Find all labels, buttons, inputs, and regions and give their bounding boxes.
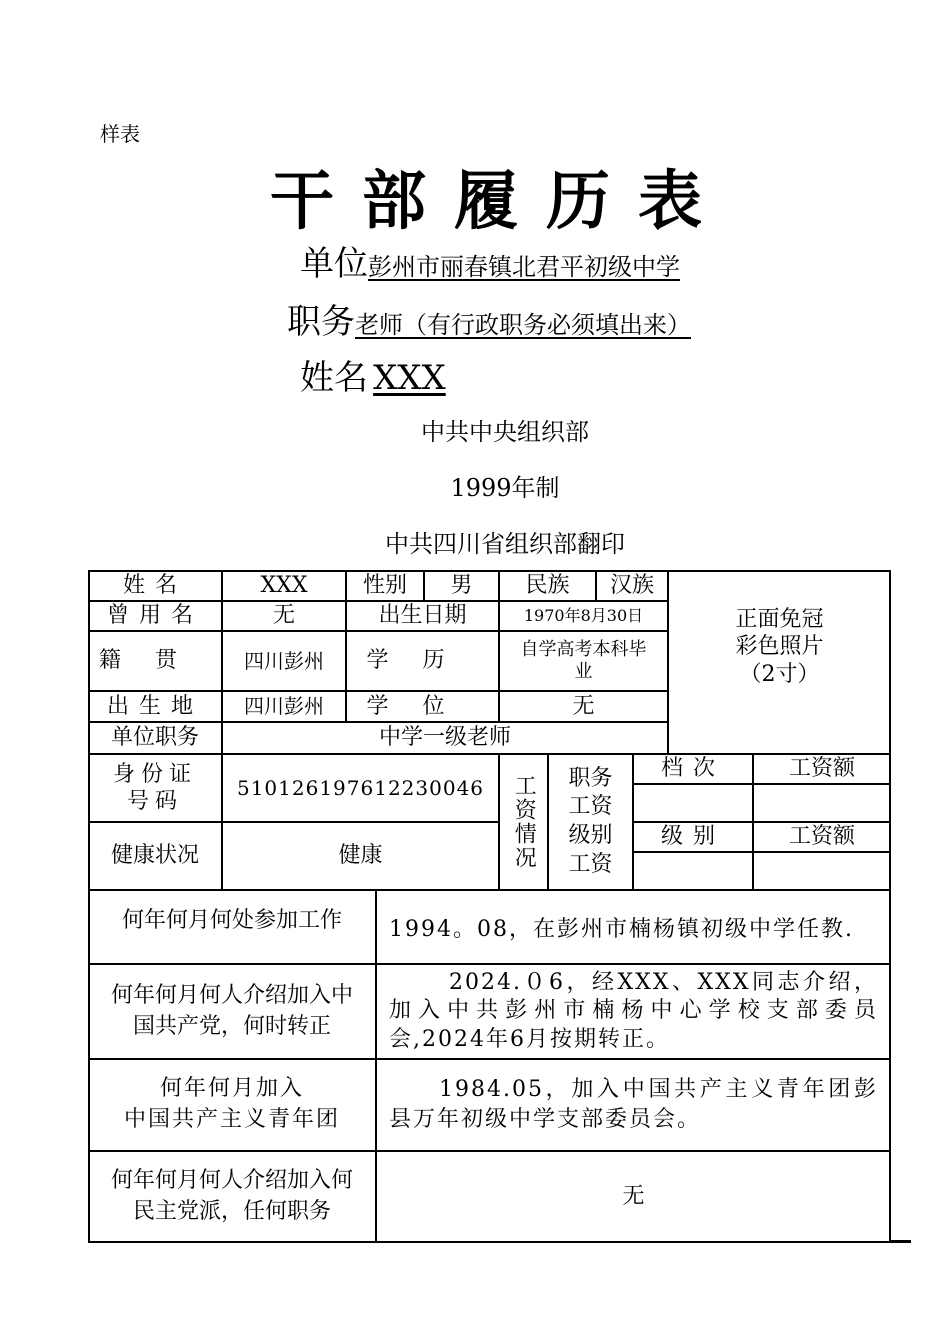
- document-title: 干部履历表: [270, 164, 730, 239]
- league-join-label: 何年何月加入 中国共产主义青年团: [88, 1059, 376, 1151]
- unit-value: 彭州市丽春镇北君平初级中学: [368, 253, 680, 281]
- league-join-value: 1984.05，加入中国共产主义青年团彭县万年初级中学支部委员会。: [376, 1059, 891, 1151]
- id-number-label: 身份证 号码: [88, 754, 222, 822]
- gender-value: 男: [424, 570, 499, 601]
- name-value: XXX: [373, 358, 446, 398]
- degree-value: 无: [499, 691, 668, 722]
- degree-label: 学位: [346, 691, 499, 722]
- gender-label: 性别: [346, 570, 424, 601]
- grade-salary-value[interactable]: [753, 784, 891, 822]
- duty-value: 老师（有行政职务必须填出来）: [355, 311, 691, 339]
- name-label: 姓名: [300, 358, 368, 398]
- unit-line: [300, 236, 680, 285]
- salary-amount-label: 工资额: [753, 754, 891, 784]
- birth-date-value: 1970年8月30日: [499, 601, 668, 631]
- education-label: 学历: [346, 631, 499, 691]
- salary-section-label: 工资情况: [499, 754, 548, 890]
- native-place-label: 籍贯: [88, 631, 222, 691]
- duty-label: 职务: [287, 302, 355, 342]
- party-join-value: 2024.０6，经XXX、XXX同志介绍，加入中共彭州市楠杨中心学校支部委员会,2024年6月按期转正。: [376, 964, 891, 1059]
- name-field-value: XXX: [222, 570, 346, 601]
- edge-mark: [891, 1240, 911, 1243]
- democratic-party-label: 何年何月何人介绍加入何民主党派，任何职务: [88, 1151, 376, 1243]
- level-value[interactable]: [633, 852, 753, 890]
- photo-placeholder: 正面免冠 彩色照片 （2寸）: [668, 570, 891, 754]
- year-of-issue: 1999年制: [450, 474, 560, 502]
- health-value: 健康: [222, 822, 499, 890]
- name-field-label: 姓名: [88, 570, 222, 601]
- birth-date-label: 出生日期: [346, 601, 499, 631]
- reprint-note: 中共四川省组织部翻印: [385, 530, 625, 558]
- education-value: 自学高考本科毕业: [499, 631, 668, 691]
- native-place-value: 四川彭州: [222, 631, 346, 691]
- duty-line: [287, 294, 691, 343]
- former-name-value: 无: [222, 601, 346, 631]
- level-salary-value[interactable]: [753, 852, 891, 890]
- issuer: 中共中央组织部: [421, 418, 589, 446]
- grade-value[interactable]: [633, 784, 753, 822]
- sample-tag: 样表: [100, 122, 140, 146]
- ethnicity-value: 汉族: [596, 570, 668, 601]
- name-line: [300, 350, 446, 399]
- party-join-label: 何年何月何人介绍加入中国共产党，何时转正: [88, 964, 376, 1059]
- resume-table: [88, 570, 891, 1243]
- former-name-label: 曾用名: [88, 601, 222, 631]
- work-start-value: 1994。08，在彭州市楠杨镇初级中学任教.: [376, 890, 891, 964]
- id-number-value: 510126197612230046: [222, 754, 499, 822]
- unit-label: 单位: [300, 244, 368, 284]
- level-salary-label: 工资额: [753, 822, 891, 852]
- position-value: 中学一级老师: [222, 722, 668, 754]
- democratic-party-value: 无: [376, 1151, 891, 1243]
- level-label: 级别: [633, 822, 753, 852]
- grade-label: 档次: [633, 754, 753, 784]
- position-label: 单位职务: [88, 722, 222, 754]
- birthplace-label: 出生地: [88, 691, 222, 722]
- ethnicity-label: 民族: [499, 570, 596, 601]
- health-label: 健康状况: [88, 822, 222, 890]
- duty-level-salary-label: 职务 工资 级别 工资: [548, 754, 633, 890]
- work-start-label: 何年何月何处参加工作: [88, 890, 376, 964]
- birthplace-value: 四川彭州: [222, 691, 346, 722]
